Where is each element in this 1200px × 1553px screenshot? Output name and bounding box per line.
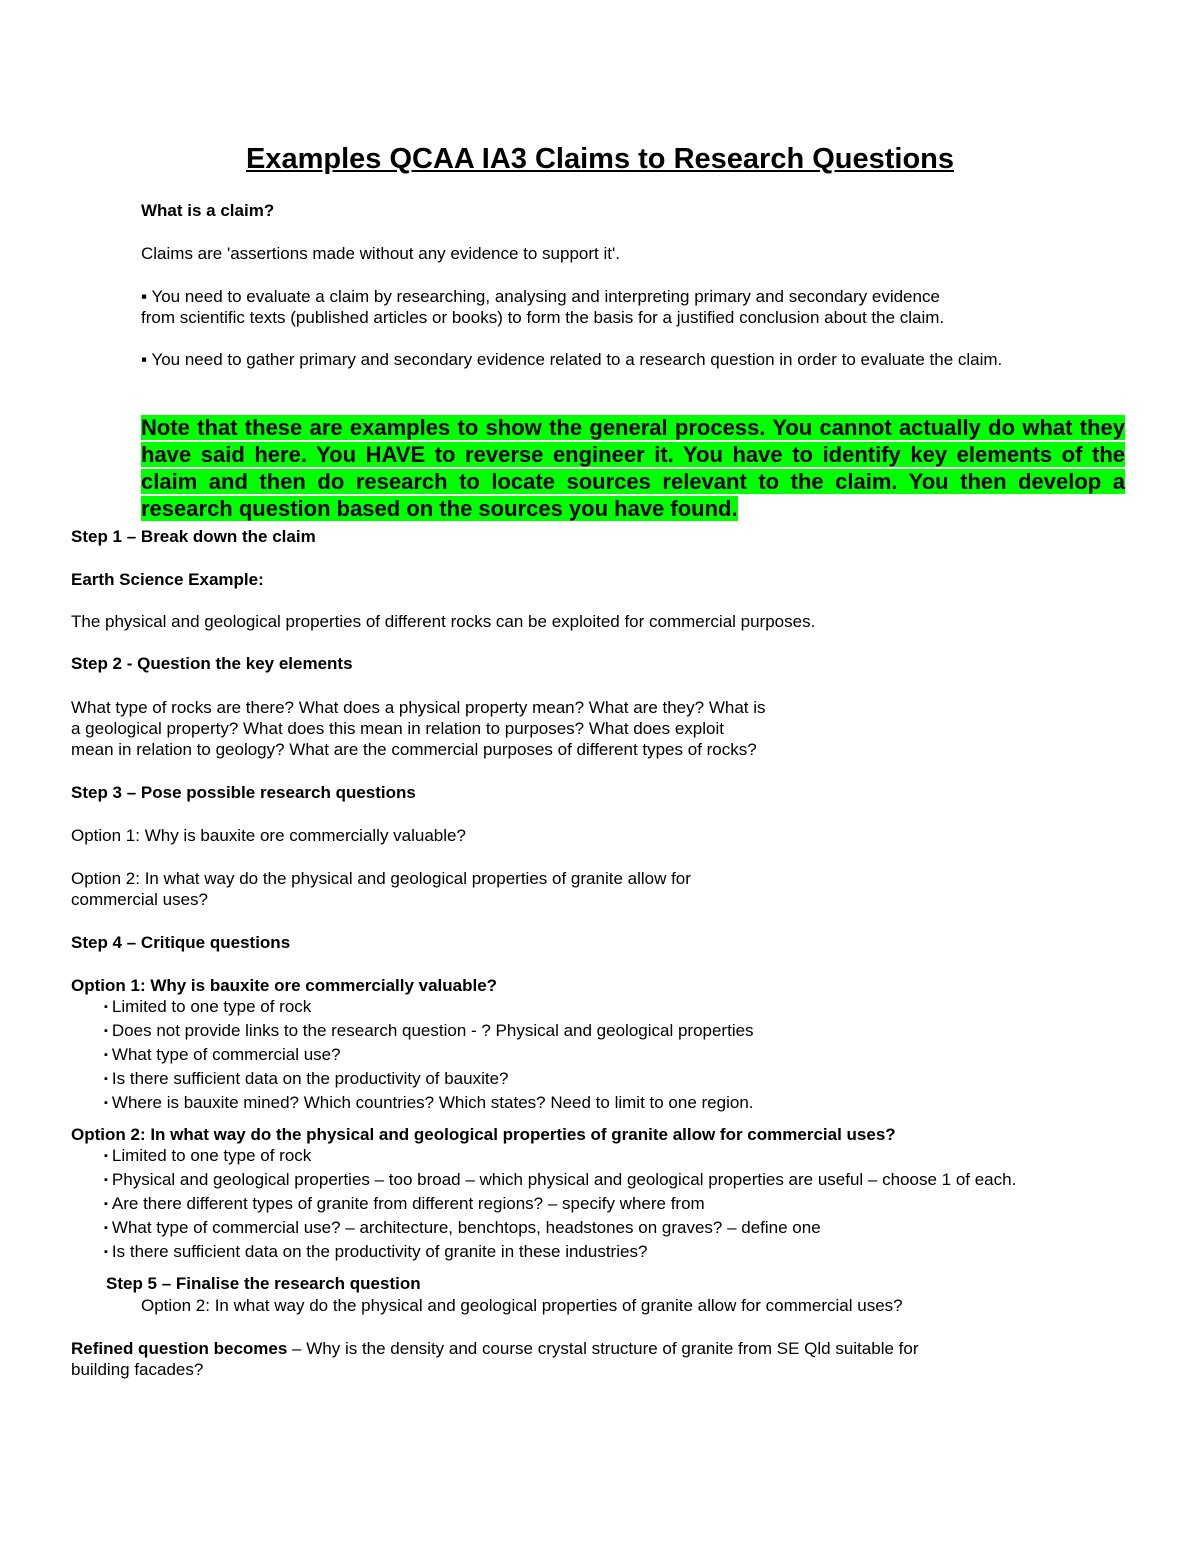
step-1-heading: Step 1 – Break down the claim (71, 527, 316, 546)
list-item: ▪ What type of commercial use? (104, 1044, 754, 1068)
critique-2-list (104, 1145, 1016, 1265)
claim-point-2: ▪ You need to gather primary and secondary evidence related to a research question in order to evaluate the claim. (141, 350, 1003, 369)
critique-2-heading: Option 2: In what way do the physical and geological properties of granite allow for commercial uses? (71, 1125, 896, 1144)
claim-point-1-line-2: from scientific texts (published articles or books) to form the basis for a justified conclusion about the claim. (141, 308, 945, 327)
step-4-heading: Step 4 – Critique questions (71, 933, 291, 952)
critique-1-list (104, 996, 754, 1116)
option-2-line-1: Option 2: In what way do the physical and geological properties of granite allow for (71, 869, 691, 888)
refined-text: – Why is the density and course crystal structure of granite from SE Qld suitable for (287, 1339, 919, 1358)
option-2-line-2: commercial uses? (71, 890, 208, 909)
page-title: Examples QCAA IA3 Claims to Research Questions (245, 143, 955, 175)
list-item: ▪ Physical and geological properties – too broad – which physical and geological properties are useful – choose 1 of each. (104, 1169, 1016, 1193)
list-item: ▪ Are there different types of granite from different regions? – specify where from (104, 1193, 1016, 1217)
highlighted-note (141, 414, 1125, 522)
claim-definition: Claims are 'assertions made without any evidence to support it'. (141, 244, 620, 263)
step-2-line-3: mean in relation to geology? What are the commercial purposes of different types of rocks? (71, 740, 757, 759)
option-1-text: Option 1: Why is bauxite ore commercially valuable? (71, 826, 466, 845)
list-item: ▪ Is there sufficient data on the productivity of granite in these industries? (104, 1241, 1016, 1265)
note-text: Note that these are examples to show the general process. You cannot actually do what they have said here. You HAVE to reverse engineer it. You have to identify key elements of the claim and then do research to locate sources relevant to the claim. You then develop a research question based on the sources you have found. (141, 415, 1125, 521)
list-item: ▪ Does not provide links to the research question - ? Physical and geological properties (104, 1020, 754, 1044)
step-3-heading: Step 3 – Pose possible research questions (71, 783, 416, 802)
list-item: ▪ What type of commercial use? – architecture, benchtops, headstones on graves? – define one (104, 1217, 1016, 1241)
example-heading: Earth Science Example: (71, 570, 264, 589)
refined-question-line-1 (71, 1338, 919, 1359)
list-item: ▪ Limited to one type of rock (104, 996, 754, 1020)
step-2-line-1: What type of rocks are there? What does a physical property mean? What are they? What is (71, 698, 766, 717)
claim-point-1-line-1: ▪ You need to evaluate a claim by researching, analysing and interpreting primary and secondary evidence (141, 287, 940, 306)
list-item: ▪ Is there sufficient data on the productivity of bauxite? (104, 1068, 754, 1092)
step-5-text: Option 2: In what way do the physical and geological properties of granite allow for commercial uses? (141, 1296, 903, 1315)
step-2-heading: Step 2 - Question the key elements (71, 654, 353, 673)
list-item: ▪ Where is bauxite mined? Which countries? Which states? Need to limit to one region. (104, 1092, 754, 1116)
step-5-heading: Step 5 – Finalise the research question (106, 1274, 421, 1293)
list-item: ▪ Limited to one type of rock (104, 1145, 1016, 1169)
critique-1-heading: Option 1: Why is bauxite ore commercially valuable? (71, 976, 498, 995)
step-2-line-2: a geological property? What does this mean in relation to purposes? What does exploit (71, 719, 724, 738)
claim-heading: What is a claim? (141, 201, 275, 220)
refined-question-line-2: building facades? (71, 1360, 204, 1379)
example-claim: The physical and geological properties of different rocks can be exploited for commercial purposes. (71, 612, 816, 631)
refined-label: Refined question becomes (71, 1339, 288, 1358)
